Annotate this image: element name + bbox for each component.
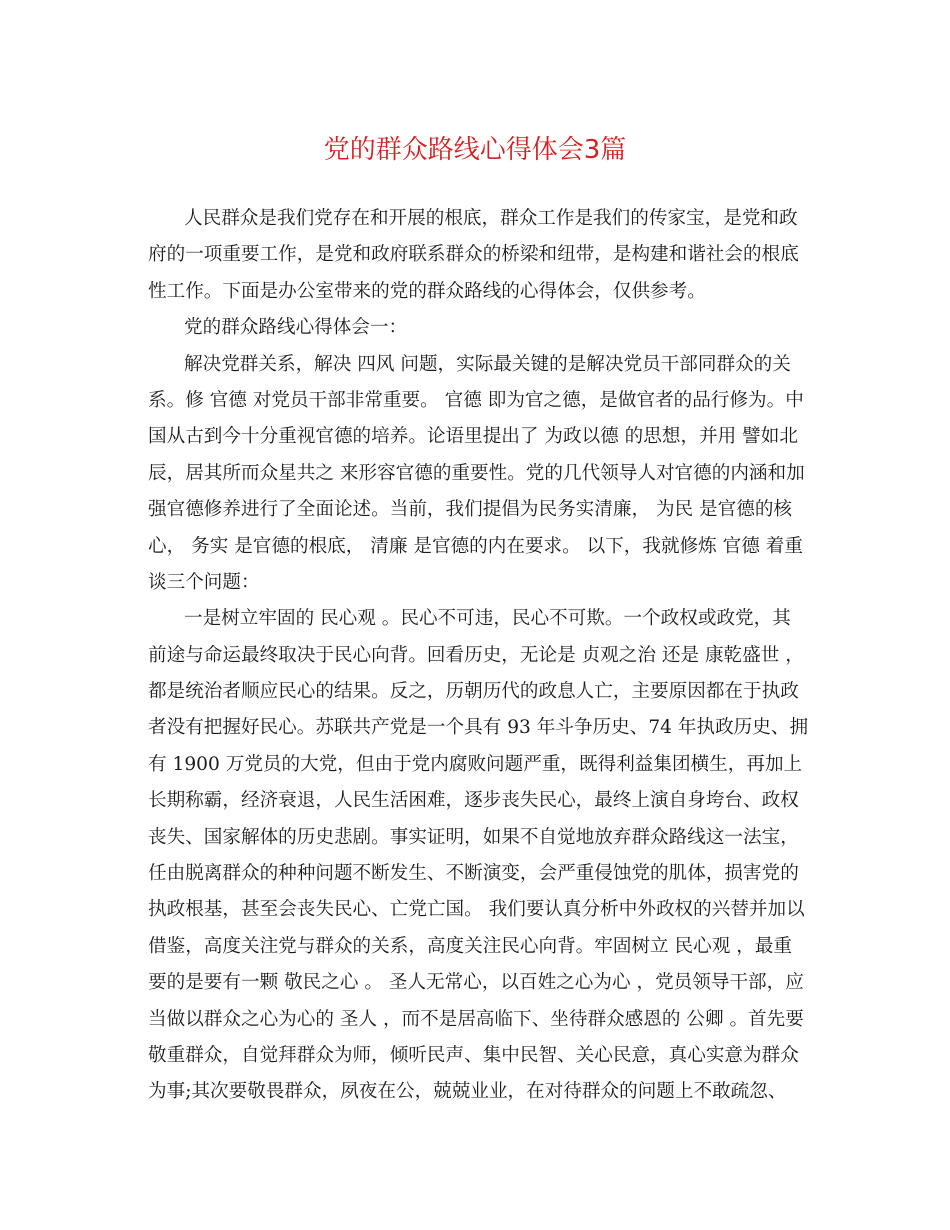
paragraph-line: 当做以群众之心为心的 圣人 ，而不是居高临下、坐待群众感恩的 公卿 。首先要 bbox=[148, 1008, 804, 1030]
paragraph-line: 辰，居其所而众星共之 来形容官德的重要性。党的几代领导人对官德的内涵和加 bbox=[148, 462, 805, 484]
paragraph-line: 前途与命运最终取决于民心向背。回看历史，无论是 贞观之治 还是 康乾盛世 ， bbox=[148, 644, 804, 666]
paragraph-line: 强官德修养进行了全面论述。当前，我们提倡为民务实清廉， 为民 是官德的核 bbox=[148, 499, 793, 521]
paragraph-line: 有 1900 万党员的大党，但由于党内腐败问题严重，既得利益集团横生，再加上 bbox=[148, 753, 803, 775]
paragraph-line: 为事;其次要敬畏群众，夙夜在公，兢兢业业，在对待群众的问题上不敢疏忽、 bbox=[148, 1081, 787, 1103]
paragraph-line: 执政根基，甚至会丧失民心、亡党亡国。 我们要认真分析中外政权的兴替并加以 bbox=[148, 899, 805, 921]
paragraph-line: 丧失、国家解体的历史悲剧。事实证明，如果不自觉地放弃群众路线这一法宝， bbox=[148, 826, 799, 848]
paragraph-line: 借鉴，高度关注党与群众的关系，高度关注民心向背。牢固树立 民心观 ，最重 bbox=[148, 935, 793, 957]
paragraph-line: 谈三个问题： bbox=[148, 571, 260, 593]
paragraph-line: 长期称霸，经济衰退，人民生活困难，逐步丧失民心，最终上演自身垮台、政权 bbox=[148, 790, 799, 812]
paragraph-line: 国从古到今十分重视官德的培养。论语里提出了 为政以德 的思想，并用 譬如北 bbox=[148, 426, 798, 448]
paragraph-line: 府的一项重要工作，是党和政府联系群众的桥梁和纽带，是构建和谐社会的根底 bbox=[148, 244, 799, 266]
paragraph-line: 系。修 官德 对党员干部非常重要。 官德 即为官之德，是做官者的品行修为。中 bbox=[148, 389, 804, 411]
paragraph-line: 者没有把握好民心。苏联共产党是一个具有 93 年斗争历史、74 年执政历史、拥 bbox=[148, 717, 809, 739]
paragraph-first-line: 人民群众是我们党存在和开展的根底，群众工作是我们的传家宝，是党和政 bbox=[184, 208, 798, 229]
paragraph-line: 性工作。下面是办公室带来的党的群众路线的心得体会，仅供参考。 bbox=[148, 280, 706, 302]
paragraph-first-line: 一是树立牢固的 民心观 。民心不可违，民心不可欺。一个政权或政党，其 bbox=[184, 608, 791, 630]
paragraph-line: 敬重群众，自觉拜群众为师，倾听民声、集中民智、关心民意，真心实意为群众 bbox=[148, 1044, 799, 1066]
document-body bbox=[148, 201, 809, 1111]
document-title: 党的群众路线心得体会3篇 bbox=[323, 135, 627, 165]
paragraph-first-line: 党的群众路线心得体会一： bbox=[184, 317, 408, 339]
paragraph-line: 任由脱离群众的种种问题不断发生、不断演变，会严重侵蚀党的肌体，损害党的 bbox=[148, 863, 799, 885]
paragraph-first-line: 解决党群关系，解决 四风 问题，实际最关键的是解决党员干部同群众的关 bbox=[184, 353, 791, 375]
paragraph-line: 心， 务实 是官德的根底， 清廉 是官德的内在要求。 以下，我就修炼 官德 着重 bbox=[148, 535, 803, 557]
paragraph-line: 都是统治者顺应民心的结果。反之，历朝历代的政息人亡，主要原因都在于执政 bbox=[148, 681, 799, 703]
paragraph-line: 要的是要有一颗 敬民之心 。 圣人无常心，以百姓之心为心 ，党员领导干部，应 bbox=[148, 972, 804, 994]
